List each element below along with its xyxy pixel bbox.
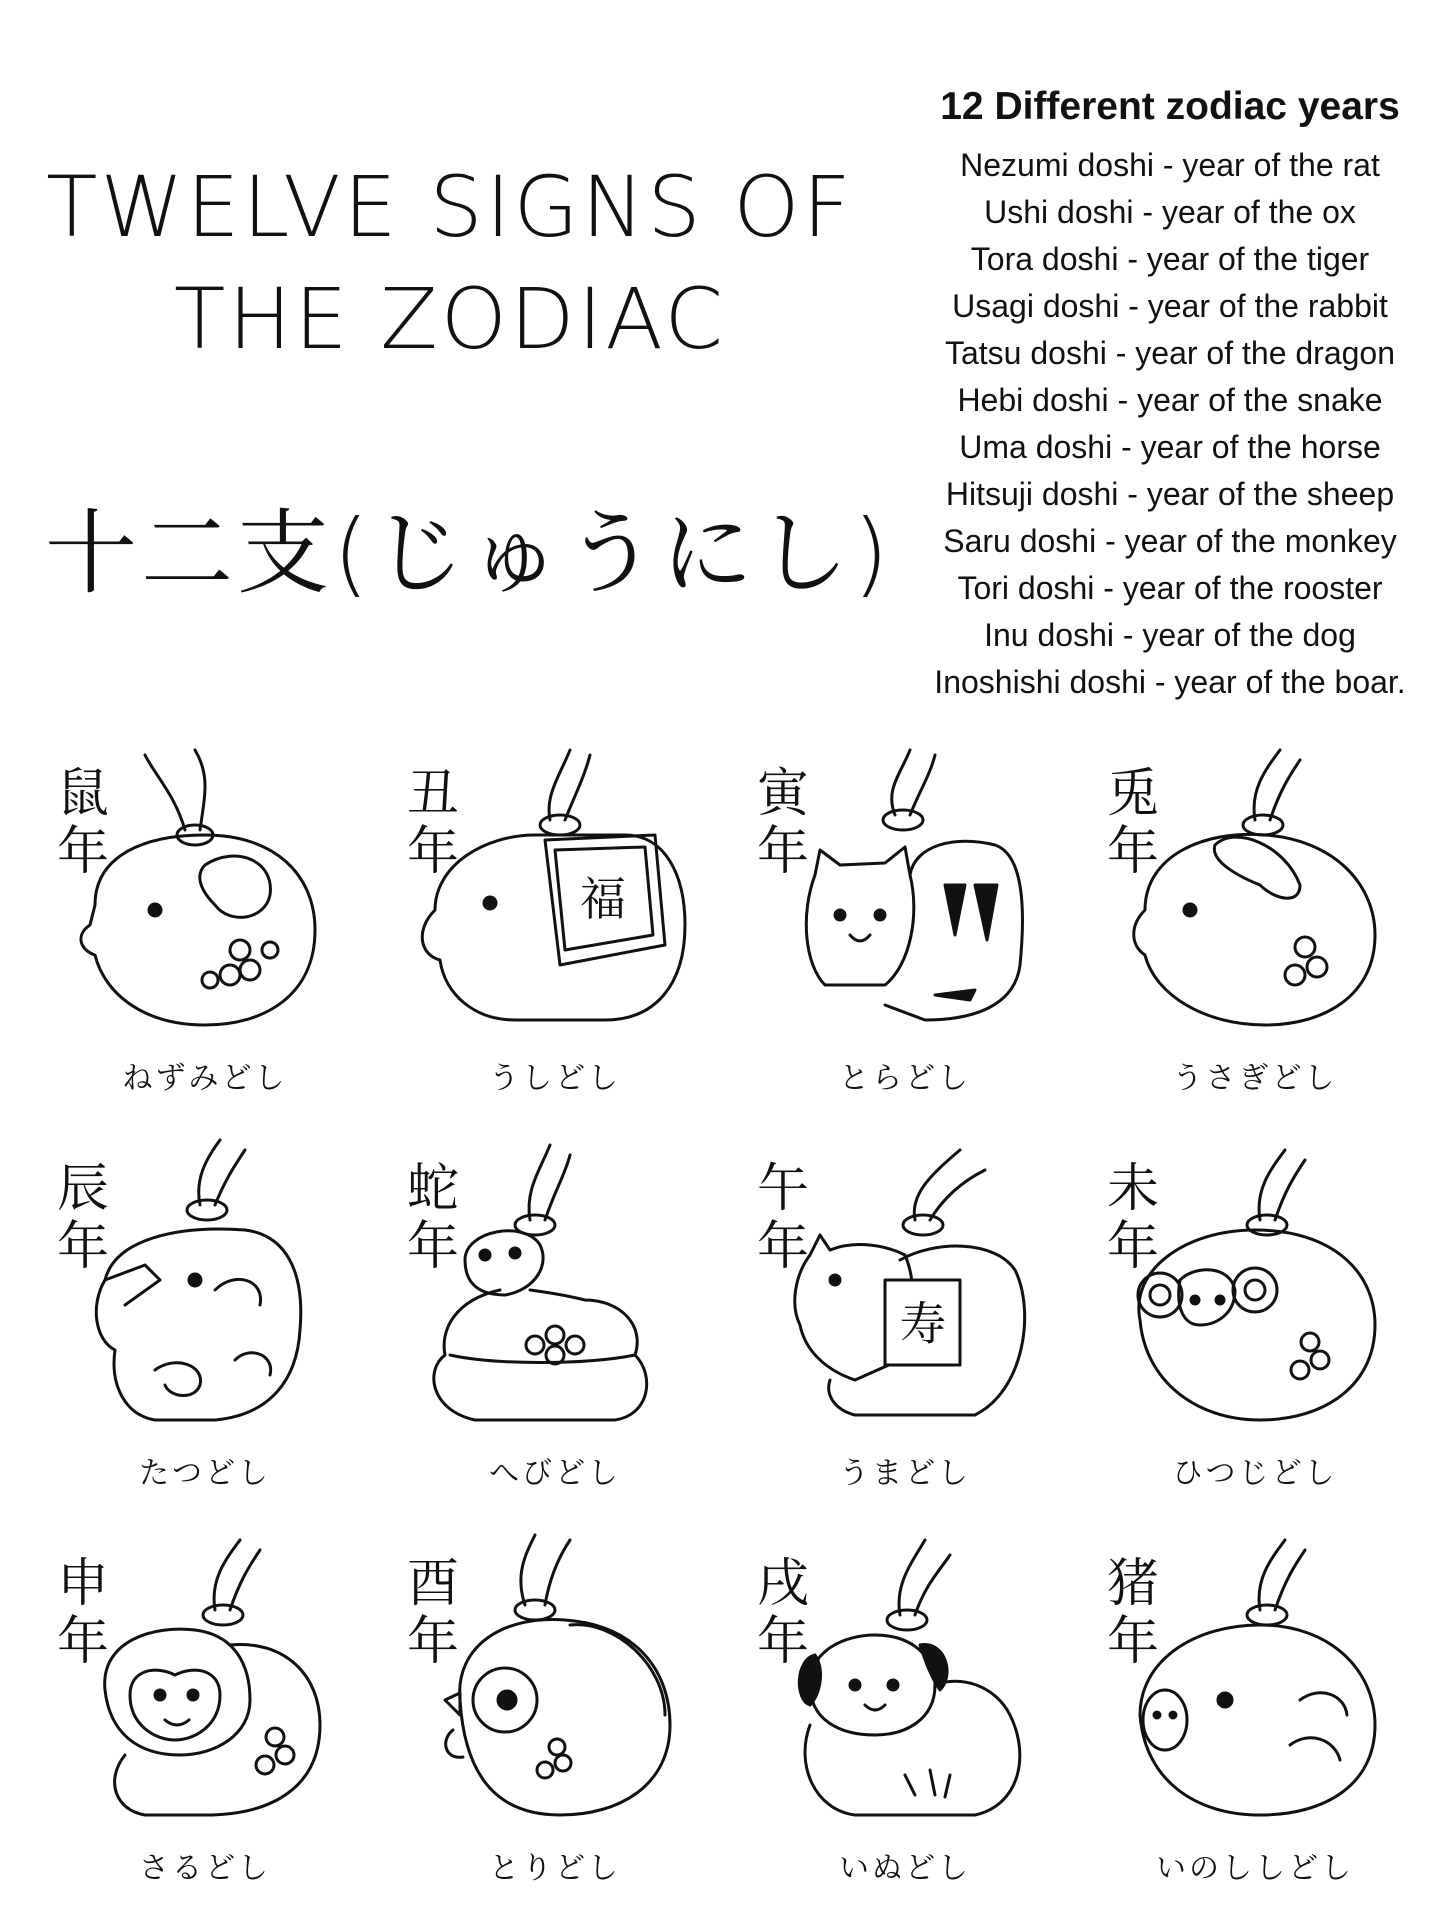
year-item-tiger: Tora doshi - year of the tiger — [970, 241, 1370, 277]
reading-label: うまどし — [839, 1456, 971, 1491]
kanji-sign: 未 — [1107, 1159, 1160, 1219]
kanji-sign: 寅 — [757, 764, 810, 824]
ox-badge-text: 福 — [580, 872, 626, 926]
kanji-label — [407, 765, 459, 881]
reading-label: とりどし — [489, 1851, 621, 1886]
year-item-rabbit: Usagi doshi - year of the rabbit — [952, 288, 1388, 324]
kanji-sign: 酉 — [407, 1554, 460, 1614]
reading-label: たつどし — [139, 1456, 271, 1491]
sign-card-ox — [385, 735, 725, 1125]
sign-card-dragon — [35, 1130, 375, 1520]
kanji-sign: 辰 — [57, 1159, 110, 1219]
kanji-year: 年 — [757, 822, 810, 882]
year-item-sheep: Hitsuji doshi - year of the sheep — [945, 476, 1395, 512]
sign-card-rat — [35, 735, 375, 1125]
zodiac-grid — [35, 735, 1425, 1915]
kanji-year: 年 — [57, 1217, 110, 1277]
kanji-sign: 猪 — [1107, 1554, 1160, 1614]
sign-card-rooster — [385, 1525, 725, 1915]
year-item-boar: Inoshishi doshi - year of the boar. — [934, 664, 1406, 700]
reading-label: うさぎどし — [1172, 1061, 1338, 1096]
kanji-year: 年 — [57, 1612, 110, 1672]
reading-label: ねずみどし — [122, 1061, 288, 1096]
page-title — [30, 151, 870, 375]
kanji-sign: 兎 — [1107, 764, 1160, 824]
kanji-label — [57, 1160, 109, 1276]
title-line-1: TWELVE SIGNS OF — [46, 158, 854, 257]
kanji-sign: 蛇 — [407, 1159, 460, 1219]
reading-label: ひつじどし — [1172, 1456, 1338, 1491]
year-item-horse: Uma doshi - year of the horse — [959, 429, 1381, 465]
sign-card-snake — [385, 1130, 725, 1520]
kanji-label — [407, 1555, 459, 1671]
sign-card-sheep — [1085, 1130, 1425, 1520]
years-heading: 12 Different zodiac years — [940, 85, 1400, 128]
kanji-sign: 丑 — [407, 764, 460, 824]
sign-card-boar — [1085, 1525, 1425, 1915]
reading-label: とらどし — [839, 1061, 971, 1096]
sign-card-monkey — [35, 1525, 375, 1915]
kanji-sign: 申 — [57, 1554, 110, 1614]
title-line-2: THE ZODIAC — [173, 270, 726, 369]
kanji-label — [57, 1555, 109, 1671]
sign-card-tiger — [735, 735, 1075, 1125]
horse-badge-text: 寿 — [900, 1297, 946, 1351]
kanji-label — [57, 765, 109, 881]
kanji-label — [1107, 1555, 1159, 1671]
sign-card-horse — [735, 1130, 1075, 1520]
kanji-label — [757, 1555, 809, 1671]
kanji-year: 年 — [1107, 822, 1160, 882]
year-item-snake: Hebi doshi - year of the snake — [957, 382, 1383, 418]
kanji-year: 年 — [407, 1217, 460, 1277]
year-item-dog: Inu doshi - year of the dog — [984, 617, 1356, 653]
year-item-monkey: Saru doshi - year of the monkey — [943, 523, 1397, 559]
kanji-label — [407, 1160, 459, 1276]
reading-label: いのししどし — [1156, 1851, 1354, 1886]
kanji-year: 年 — [757, 1217, 810, 1277]
kanji-label — [757, 1160, 809, 1276]
kanji-label — [1107, 765, 1159, 881]
years-items — [905, 142, 1435, 706]
reading-label: いぬどし — [839, 1851, 971, 1886]
zodiac-years-list — [905, 82, 1435, 706]
kanji-year: 年 — [1107, 1612, 1160, 1672]
kanji-sign: 鼠 — [57, 764, 110, 824]
year-item-rooster: Tori doshi - year of the rooster — [957, 570, 1383, 606]
kanji-label — [757, 765, 809, 881]
year-item-dragon: Tatsu doshi - year of the dragon — [944, 335, 1396, 371]
kana-title: 十二支(じゅうにし) — [45, 500, 893, 607]
reading-label: へびどし — [489, 1456, 621, 1491]
reading-label: うしどし — [489, 1061, 621, 1096]
kanji-year: 年 — [1107, 1217, 1160, 1277]
year-item-ox: Ushi doshi - year of the ox — [984, 194, 1356, 230]
kanji-year: 年 — [57, 822, 110, 882]
kanji-year: 年 — [757, 1612, 810, 1672]
kanji-sign: 午 — [757, 1159, 810, 1219]
kanji-sign: 戌 — [757, 1554, 810, 1614]
kanji-year: 年 — [407, 1612, 460, 1672]
kanji-label — [1107, 1160, 1159, 1276]
sign-card-dog — [735, 1525, 1075, 1915]
reading-label: さるどし — [139, 1851, 271, 1886]
year-item-rat: Nezumi doshi - year of the rat — [960, 147, 1380, 183]
sign-card-rabbit — [1085, 735, 1425, 1125]
kanji-year: 年 — [407, 822, 460, 882]
